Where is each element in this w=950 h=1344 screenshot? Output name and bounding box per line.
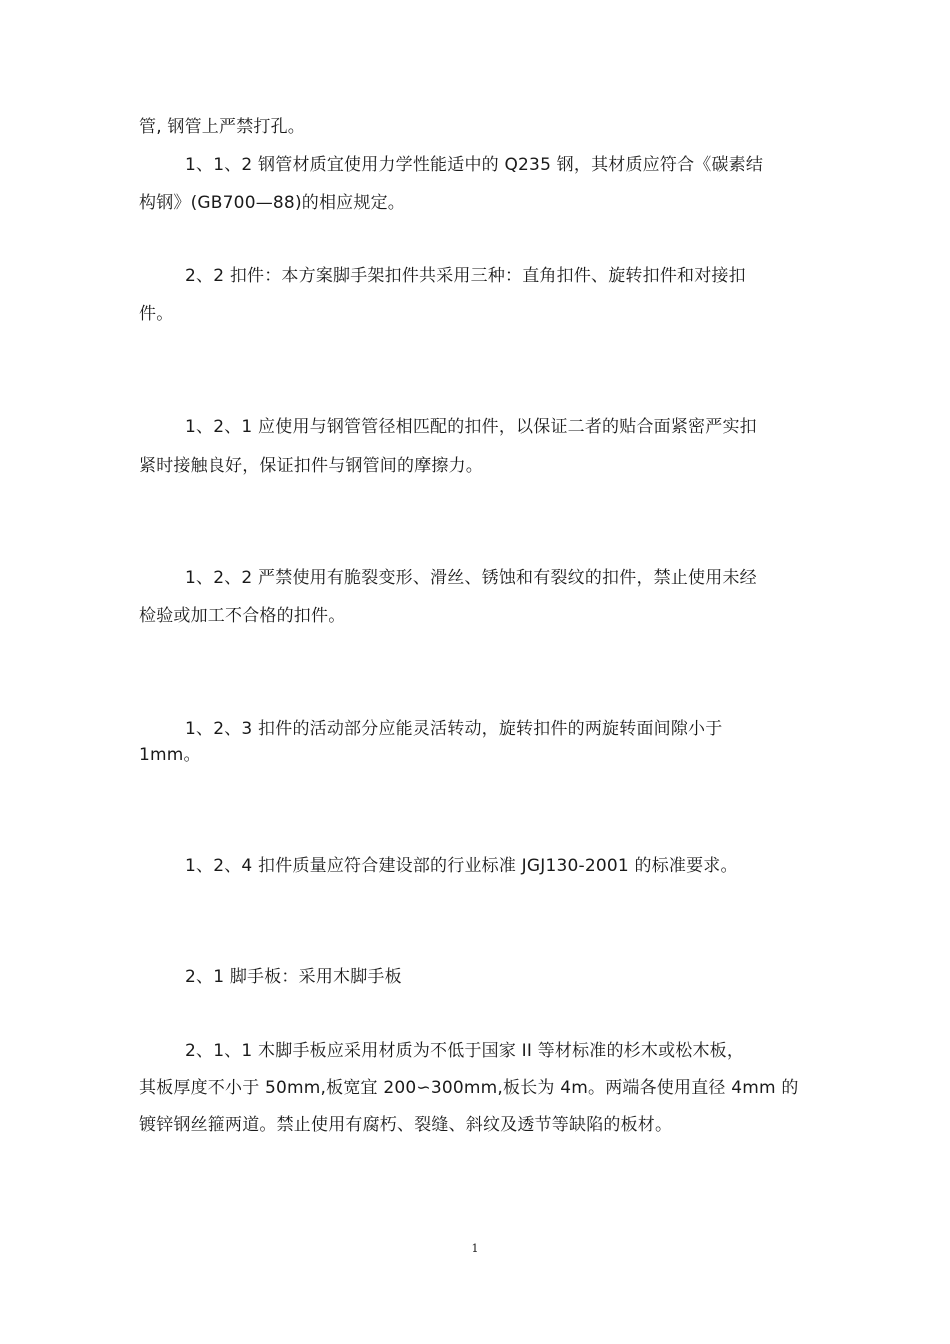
text-line: 2、1 脚手板：采用木脚手板 [185,967,402,987]
page-number: 1 [471,1242,479,1255]
text-line: 1mm。 [139,745,201,765]
text-line: 1、2、2 严禁使用有脆裂变形、滑丝、锈蚀和有裂纹的扣件，禁止使用未经 [185,568,757,588]
text-line: 2、1、1 木脚手板应采用材质为不低于国家 II 等材标准的杉木或松木板， [185,1041,745,1061]
text-line: 件。 [139,304,174,324]
text-line: 管, 钢管上严禁打孔。 [139,117,306,137]
text-line: 2、2 扣件：本方案脚手架扣件共采用三种：直角扣件、旋转扣件和对接扣 [185,266,746,286]
text-line: 检验或加工不合格的扣件。 [139,606,346,626]
text-line: 1、2、4 扣件质量应符合建设部的行业标准 JGJ130-2001 的标准要求。 [185,856,738,876]
text-line: 1、2、1 应使用与钢管管径相匹配的扣件，以保证二者的贴合面紧密严实扣 [185,417,757,437]
text-line: 1、2、3 扣件的活动部分应能灵活转动，旋转扣件的两旋转面间隙小于 [185,719,723,739]
text-line: 紧时接触良好，保证扣件与钢管间的摩擦力。 [139,456,483,476]
text-line: 镀锌钢丝箍两道。禁止使用有腐朽、裂缝、斜纹及透节等缺陷的板材。 [139,1115,673,1135]
text-line: 其板厚度不小于 50mm,板宽宜 200∽300mm,板长为 4m。两端各使用直径 4mm 的 [139,1078,799,1098]
text-line: 1、1、2 钢管材质宜使用力学性能适中的 Q235 钢，其材质应符合《碳素结 [185,155,764,175]
text-line: 构钢》(GB700—88)的相应规定。 [139,193,405,213]
